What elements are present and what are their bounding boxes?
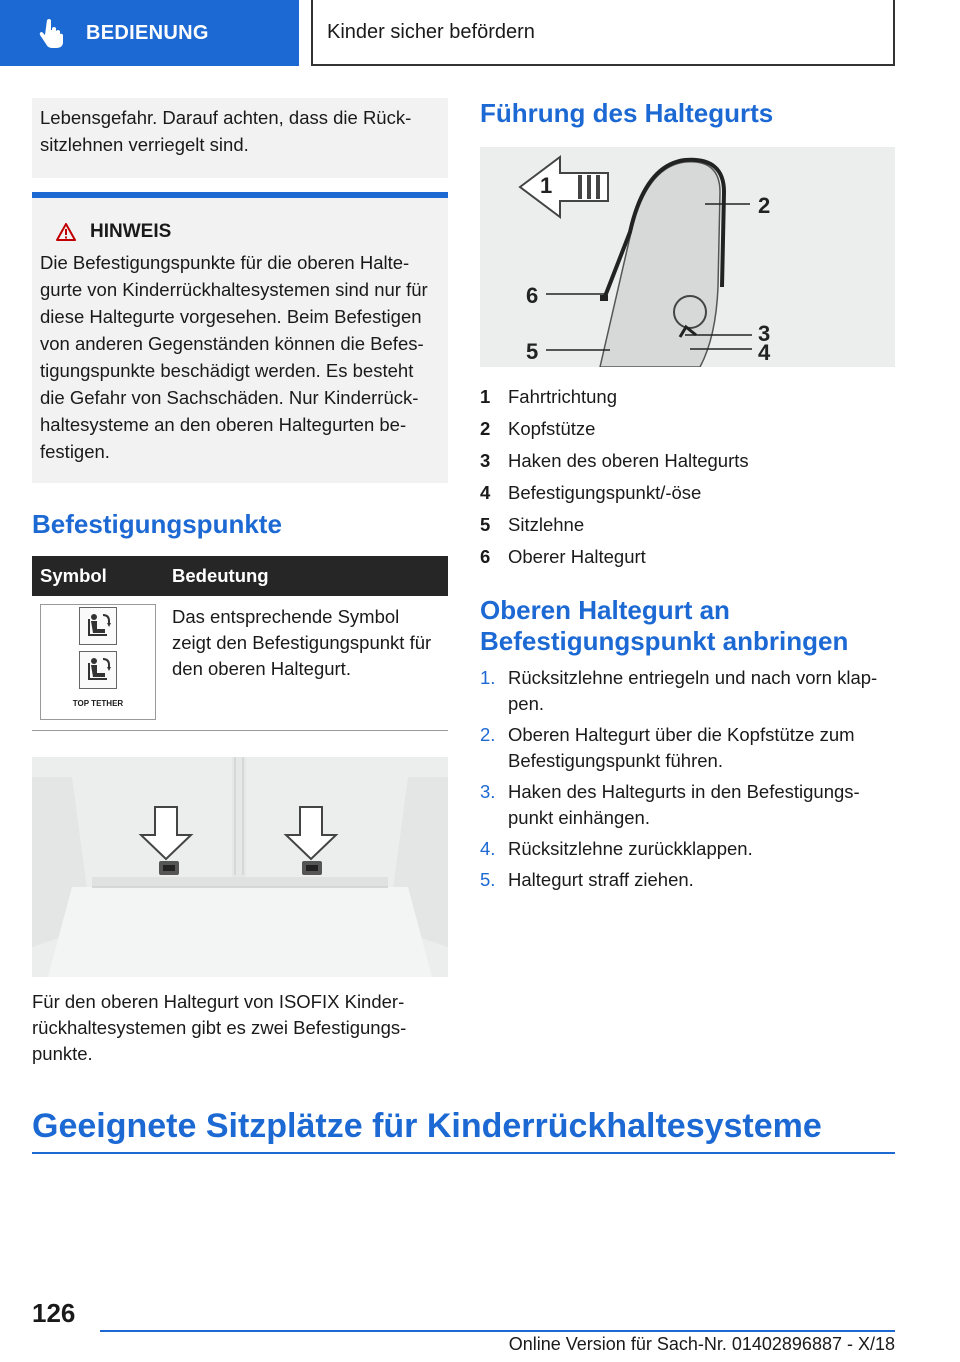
footer-divider xyxy=(100,1330,895,1332)
hand-pointer-icon xyxy=(38,18,64,48)
page-number: 126 xyxy=(32,1298,76,1328)
table-header-symbol: Symbol xyxy=(32,556,164,596)
legend-item: 2 Kopfstütze xyxy=(480,418,596,439)
callout-1: 1 xyxy=(540,173,553,198)
footer-version: Online Version für Sach-Nr. 01402896887 - X/18 xyxy=(508,1334,895,1354)
list-item: 4. Rücksitzlehne zurückklappen. xyxy=(480,838,753,859)
figure-caption: Für den oberen Haltegurt von ISOFIX Kinder- rückhaltesystemen gibt es zwei Befestigungs- punkte. xyxy=(32,991,407,1064)
right-column xyxy=(480,98,895,898)
legend-item: 6 Oberer Haltegurt xyxy=(480,546,646,567)
table-row xyxy=(32,596,448,731)
callout-3: 3 xyxy=(758,321,771,346)
legend-item: 5 Sitzlehne xyxy=(480,514,585,535)
tether-routing-illustration xyxy=(480,147,895,367)
anchor-points-illustration xyxy=(32,757,448,977)
list-item: 3. Haken des Haltegurts in den Befestigungs- punkt einhängen. xyxy=(480,781,860,828)
table-header-bedeutung: Bedeutung xyxy=(164,556,448,596)
heading-anbringen: Oberen Haltegurt an Befestigungspunkt anbringen xyxy=(480,595,849,656)
legend-item: 1 Fahrtrichtung xyxy=(480,386,617,407)
top-tether-icon xyxy=(79,651,117,689)
symbol-box xyxy=(40,604,156,720)
list-item: 1. Rücksitzlehne entriegeln und nach vorn klap- pen. xyxy=(480,667,878,714)
hint-box xyxy=(32,192,448,483)
callout-4: 4 xyxy=(758,340,771,365)
section-tab[interactable] xyxy=(0,0,299,66)
meaning-cell: Das entsprechende Symbol zeigt den Befestigungspunkt für den oberen Haltegurt. xyxy=(164,596,448,731)
callout-2: 2 xyxy=(758,193,771,218)
callout-5: 5 xyxy=(526,339,539,364)
symbol-table xyxy=(32,556,448,731)
tether-routing-figure xyxy=(480,147,895,367)
legend-item: 4 Befestigungspunkt/-öse xyxy=(480,482,702,503)
step-list xyxy=(480,665,895,893)
child-seat-anchor-icon xyxy=(79,607,117,645)
anchor-points-figure xyxy=(32,757,448,977)
top-tether-caption: TOP TETHER xyxy=(72,699,124,708)
hint-text: Die Befestigungspunkte für die oberen Halte- gurte von Kinderrückhaltesystemen sind nur für diese Haltegurte vorgesehen. Beim Befestigen von anderen Gegenständen können die Befes- tigungspunkte beschädigt werden. Es besteht die Gefahr von Sachschäden. Nur Kinderrück- haltesysteme an den oberen Haltegurten be- festigen. xyxy=(40,252,428,462)
left-column xyxy=(32,98,448,1067)
hint-heading xyxy=(40,218,440,245)
figure-legend xyxy=(480,381,895,573)
section-label: BEDIENUNG xyxy=(86,21,209,44)
warning-triangle-icon xyxy=(56,223,76,241)
symbol-cell xyxy=(32,596,164,731)
page-title: Kinder sicher befördern xyxy=(311,0,895,66)
list-item: 5. Haltegurt straff ziehen. xyxy=(480,869,694,890)
section-heading: Geeignete Sitzplätze für Kinderrückhaltesysteme xyxy=(32,1106,895,1154)
warning-box-continued: Lebensgefahr. Darauf achten, dass die Rück- sitzlehnen verriegelt sind. xyxy=(32,98,448,178)
page-header xyxy=(0,0,960,66)
heading-fuehrung: Führung des Haltegurts xyxy=(480,98,774,128)
callout-6: 6 xyxy=(526,283,539,308)
list-item: 2. Oberen Haltegurt über die Kopfstütze zum Befestigungspunkt führen. xyxy=(480,724,855,771)
legend-item: 3 Haken des oberen Haltegurts xyxy=(480,450,749,471)
hint-title: HINWEIS xyxy=(90,221,172,242)
heading-befestigungspunkte: Befestigungspunkte xyxy=(32,509,282,539)
